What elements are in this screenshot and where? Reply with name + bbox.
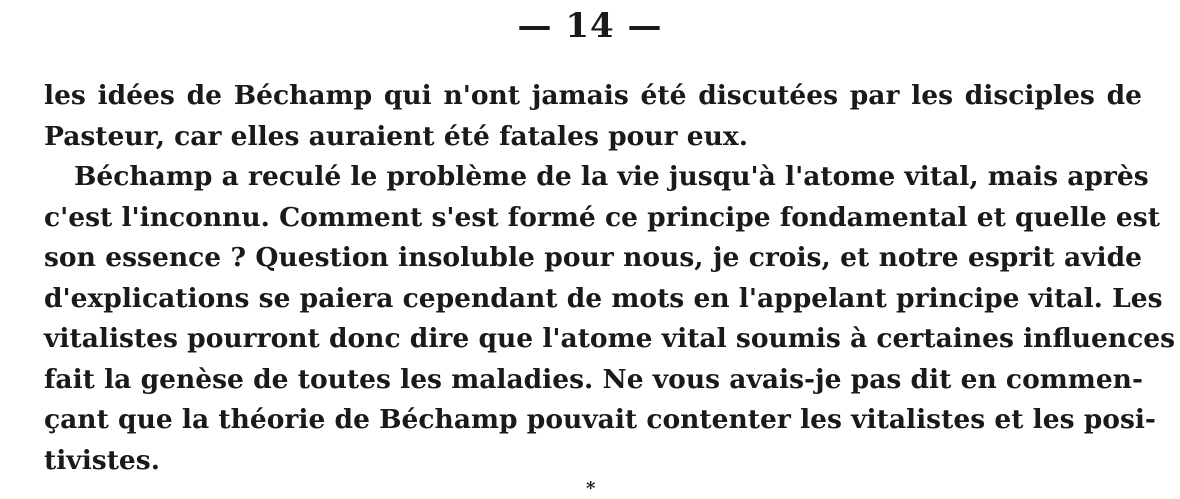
text-line: les idées de Béchamp qui n'ont jamais été discutées par les disciples de xyxy=(44,80,1142,111)
text-line: c'est l'inconnu. Comment s'est formé ce principe fondamental et quelle est xyxy=(44,201,1160,233)
text-line: çant que la théorie de Béchamp pouvait contenter les vitalistes et les posi- xyxy=(44,404,1156,435)
text-line: tivistes. xyxy=(44,444,160,476)
text-line: d'explications se paiera cependant de mots en l'appelant principe vital. Les xyxy=(44,282,1163,314)
text-line: son essence ? Question insoluble pour nous, je crois, et notre esprit avide xyxy=(44,242,1142,273)
text-line: Pasteur, car elles auraient été fatales pour eux. xyxy=(44,120,748,152)
text-line: vitalistes pourront donc dire que l'atome vital soumis à certaines influences xyxy=(44,323,1176,354)
section-ornament: * xyxy=(586,478,596,499)
paragraph-2 xyxy=(44,157,1176,481)
text-line: Béchamp a reculé le problème de la vie jusqu'à l'atome vital, mais après xyxy=(74,161,1149,192)
page-number: — 14 — xyxy=(517,6,663,46)
body-text xyxy=(44,76,1176,481)
text-line: fait la genèse de toutes les maladies. Ne vous avais-je pas dit en commen- xyxy=(44,363,1143,395)
paragraph-1 xyxy=(44,76,1142,157)
